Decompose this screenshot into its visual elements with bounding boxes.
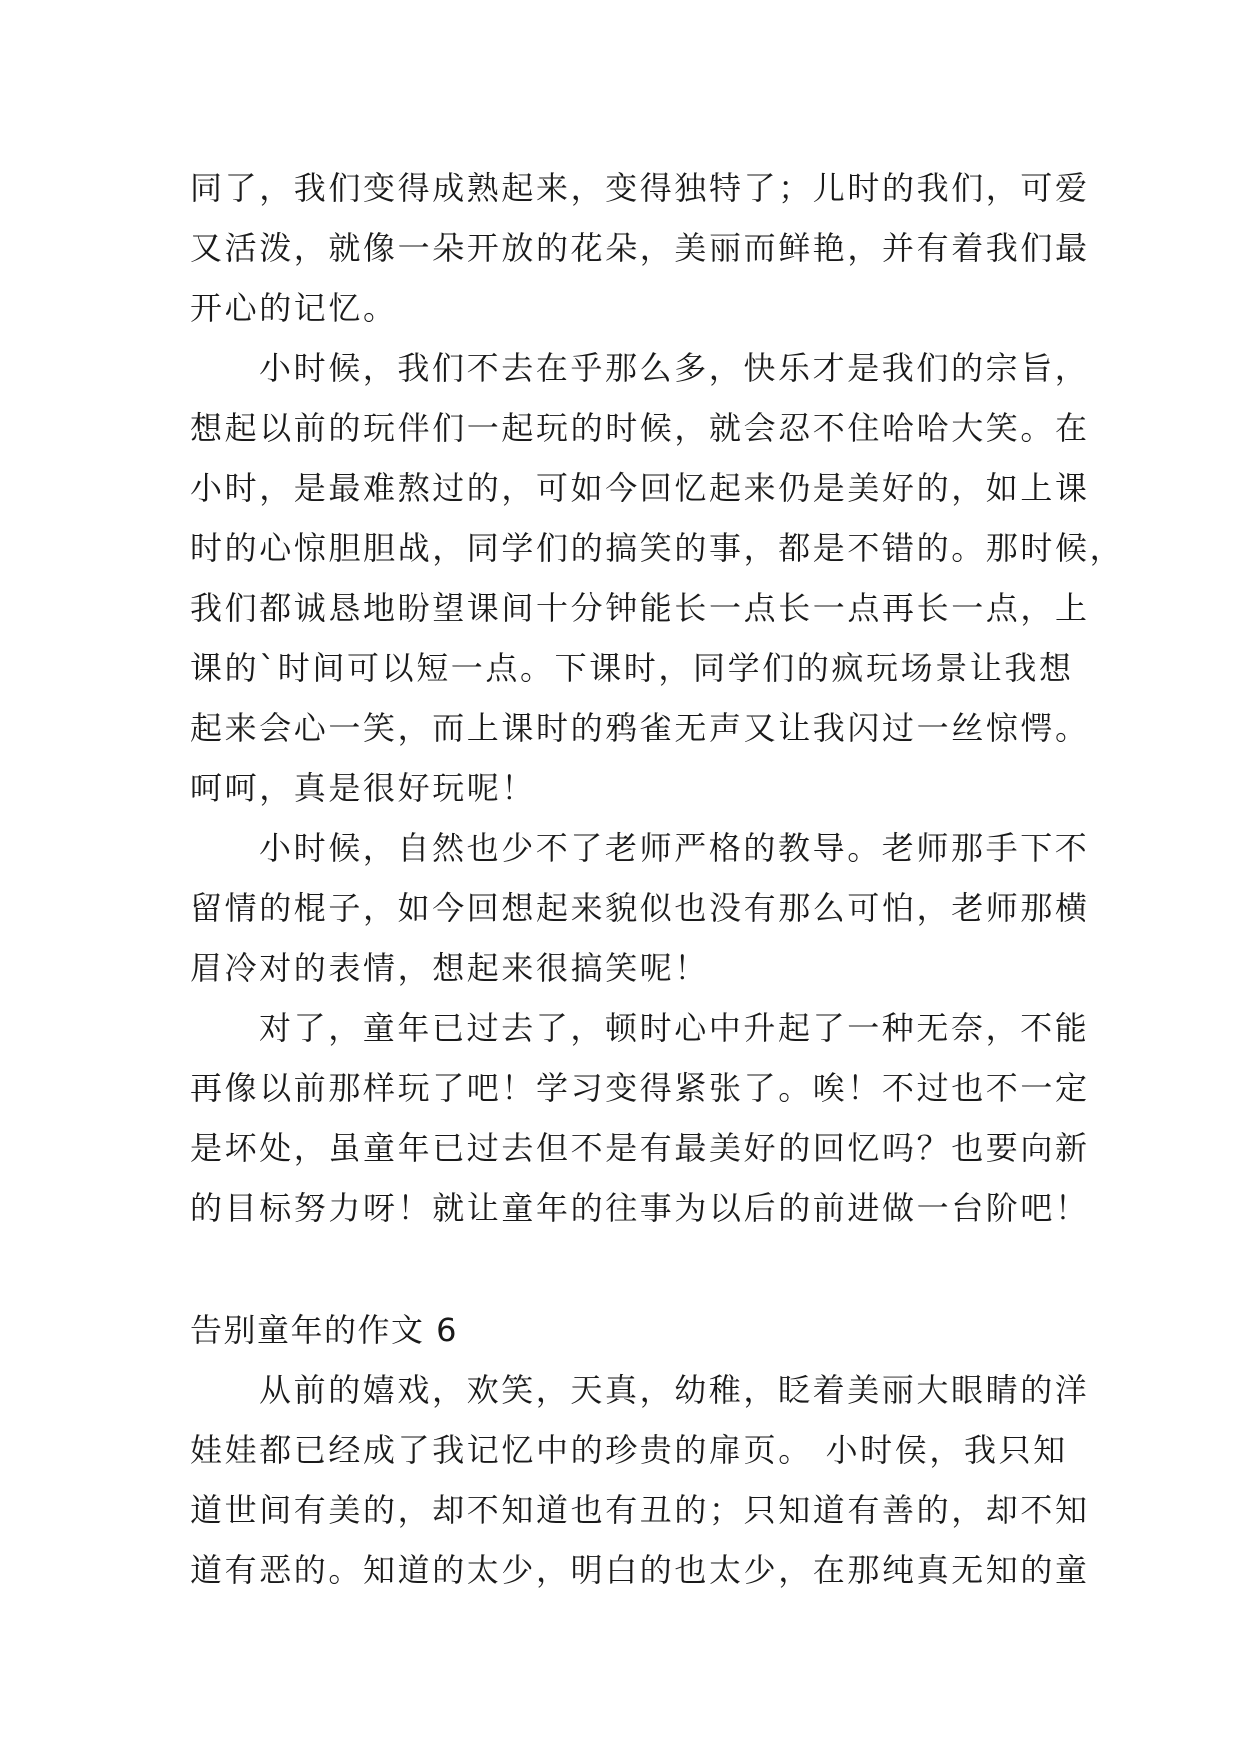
document-body — [190, 158, 1125, 1600]
paragraph — [190, 338, 1125, 818]
paragraph — [190, 158, 1090, 338]
text-line: 呵呵，真是很好玩呢！ — [190, 769, 537, 807]
text-line: 再像以前那样玩了吧！学习变得紧张了。唉！不过也不一定 — [190, 1069, 1090, 1107]
paragraph — [190, 818, 1090, 998]
text-line: 的目标努力呀！就让童年的往事为以后的前进做一台阶吧！ — [190, 1189, 1090, 1227]
text-line: 课的`时间可以短一点。下课时，同学们的疯玩场景让我想 — [190, 649, 1074, 687]
section-heading: 告别童年的作文 6 — [190, 1311, 459, 1349]
text-line: 我们都诚恳地盼望课间十分钟能长一点长一点再长一点，上 — [190, 589, 1090, 627]
text-line: 时的心惊胆胆战，同学们的搞笑的事，都是不错的。那时候， — [190, 529, 1125, 567]
text-line: 从前的嬉戏，欢笑，天真，幼稚，眨着美丽大眼睛的洋 — [259, 1371, 1090, 1409]
text-line: 留情的棍子，如今回想起来貌似也没有那么可怕，老师那横 — [190, 889, 1090, 927]
text-line: 娃娃都已经成了我记忆中的珍贵的扉页。 小时侯，我只知 — [190, 1431, 1068, 1469]
text-line: 是坏处，虽童年已过去但不是有最美好的回忆吗？也要向新 — [190, 1129, 1090, 1167]
text-line: 道有恶的。知道的太少，明白的也太少，在那纯真无知的童 — [190, 1551, 1090, 1589]
text-line: 眉冷对的表情，想起来很搞笑呢！ — [190, 949, 710, 987]
section-spacer — [190, 1238, 1070, 1300]
text-line: 同了，我们变得成熟起来，变得独特了；儿时的我们，可爱 — [190, 169, 1090, 207]
paragraph — [190, 998, 1090, 1238]
paragraph — [190, 1360, 1090, 1600]
text-line: 想起以前的玩伴们一起玩的时候，就会忍不住哈哈大笑。在 — [190, 409, 1090, 447]
text-line: 小时候，我们不去在乎那么多，快乐才是我们的宗旨， — [259, 349, 1090, 387]
text-line: 小时，是最难熬过的，可如今回忆起来仍是美好的，如上课 — [190, 469, 1090, 507]
text-line: 起来会心一笑，而上课时的鸦雀无声又让我闪过一丝惊愕。 — [190, 709, 1090, 747]
text-line: 道世间有美的，却不知道也有丑的；只知道有善的，却不知 — [190, 1491, 1090, 1529]
text-line: 小时候，自然也少不了老师严格的教导。老师那手下不 — [259, 829, 1090, 867]
text-line: 开心的记忆。 — [190, 289, 398, 327]
text-line: 对了，童年已过去了，顿时心中升起了一种无奈，不能 — [259, 1009, 1090, 1047]
text-line: 又活泼，就像一朵开放的花朵，美丽而鲜艳，并有着我们最 — [190, 229, 1090, 267]
